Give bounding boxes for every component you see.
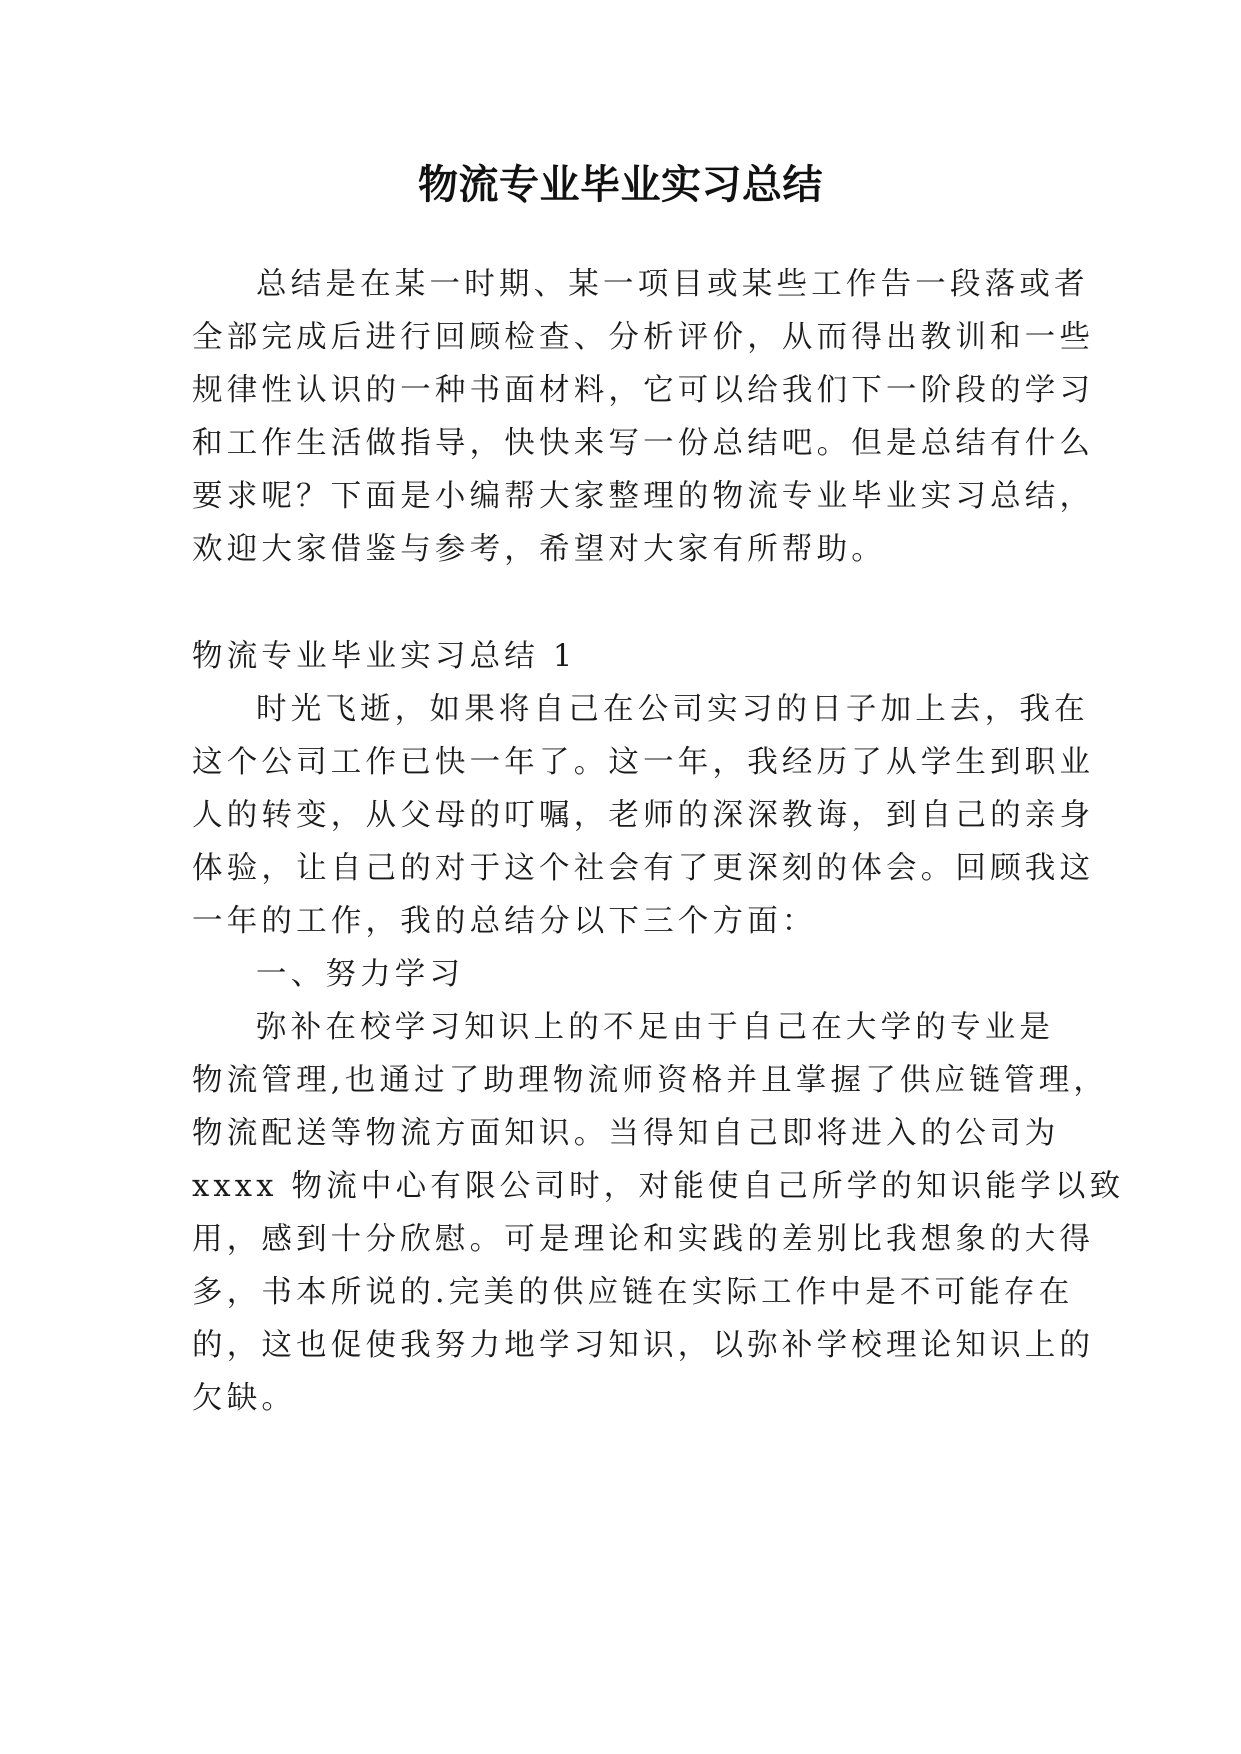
body-line: 弥补在校学习知识上的不足由于自己在大学的专业是 xyxy=(256,1010,1055,1045)
intro-line: 欢迎大家借鉴与参考，希望对大家有所帮助。 xyxy=(192,532,886,567)
body-line: 一年的工作，我的总结分以下三个方面： xyxy=(192,904,817,939)
intro-line: 总结是在某一时期、某一项目或某些工作告一段落或者 xyxy=(256,267,1089,302)
intro-line: 全部完成后进行回顾检查、分析评价，从而得出教训和一些 xyxy=(192,320,1095,355)
intro-line: 和工作生活做指导，快快来写一份总结吧。但是总结有什么 xyxy=(192,426,1095,461)
document-title: 物流专业毕业实习总结 xyxy=(418,162,823,208)
body-line: 的，这也促使我努力地学习知识，以弥补学校理论知识上的 xyxy=(192,1328,1095,1363)
body-line: 时光飞逝，如果将自己在公司实习的日子加上去，我在 xyxy=(256,692,1089,727)
subsection-heading: 一、努力学习 xyxy=(256,957,465,992)
body-line: 这个公司工作已快一年了。这一年，我经历了从学生到职业 xyxy=(192,745,1095,780)
intro-line: 要求呢？下面是小编帮大家整理的物流专业毕业实习总结， xyxy=(192,479,1095,514)
body-line: xxxx 物流中心有限公司时，对能使自己所学的知识能学以致 xyxy=(192,1169,1125,1204)
body-line: 物流管理,也通过了助理物流师资格并且掌握了供应链管理， xyxy=(192,1063,1109,1098)
section-heading: 物流专业毕业实习总结 1 xyxy=(192,639,577,674)
body-line: 多，书本所说的.完美的供应链在实际工作中是不可能存在 xyxy=(192,1275,1074,1310)
body-line: 用，感到十分欣慰。可是理论和实践的差别比我想象的大得 xyxy=(192,1222,1095,1257)
body-line: 欠缺。 xyxy=(192,1381,297,1416)
intro-line: 规律性认识的一种书面材料，它可以给我们下一阶段的学习 xyxy=(192,373,1095,408)
body-line: 体验，让自己的对于这个社会有了更深刻的体会。回顾我这 xyxy=(192,851,1095,886)
body-line: 物流配送等物流方面知识。当得知自己即将进入的公司为 xyxy=(192,1116,1060,1151)
body-line: 人的转变，从父母的叮嘱，老师的深深教诲，到自己的亲身 xyxy=(192,798,1095,833)
